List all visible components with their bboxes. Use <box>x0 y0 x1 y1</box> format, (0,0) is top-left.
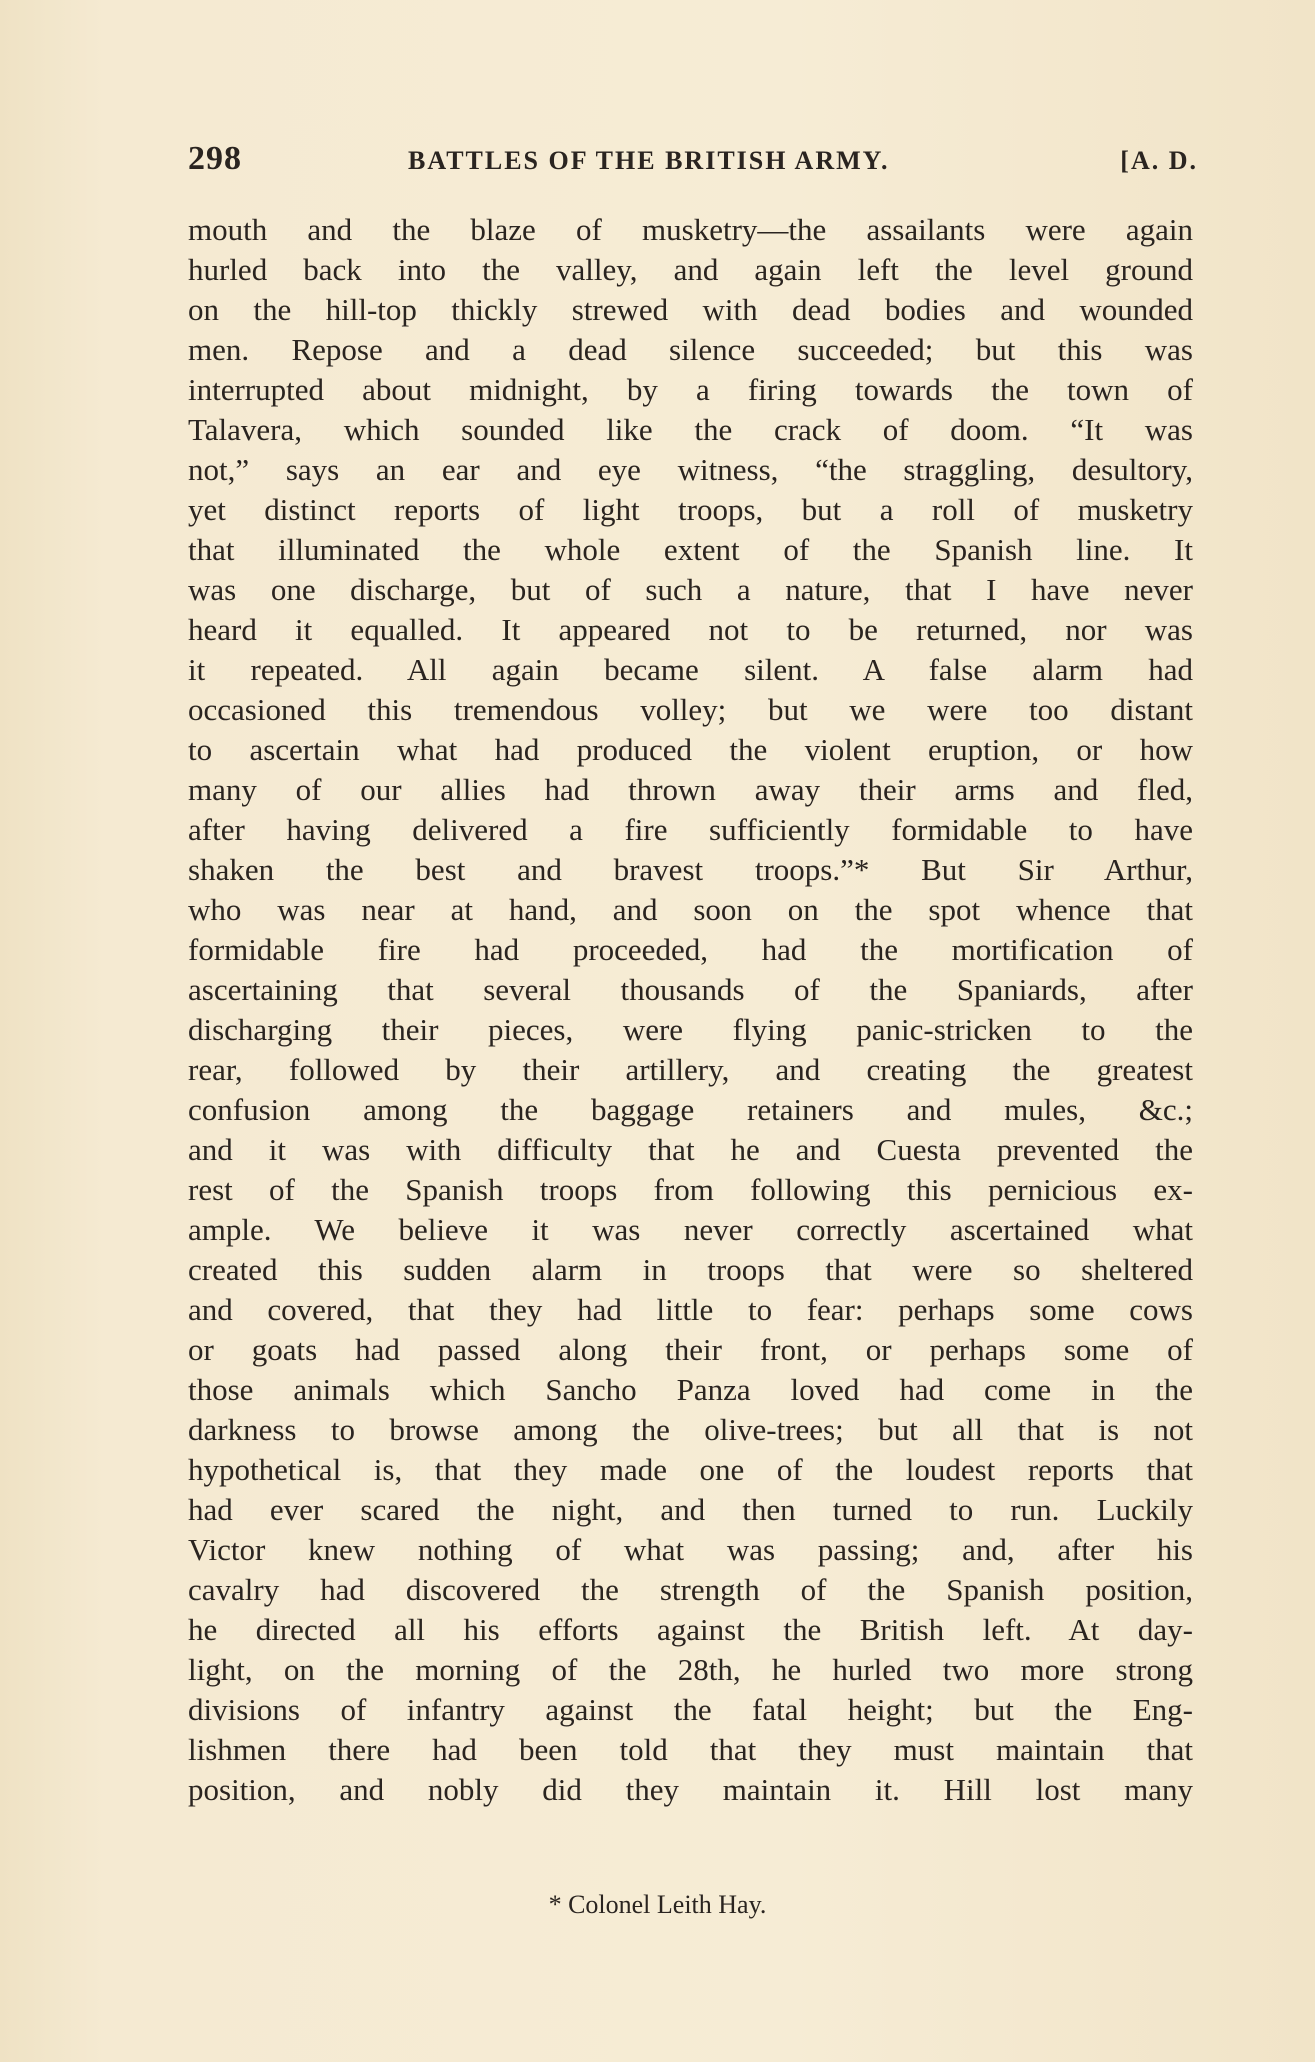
text-line: had ever scared the night, and then turned to run. Luckily <box>188 1492 1193 1527</box>
footnote: * Colonel Leith Hay. <box>548 1890 767 1919</box>
text-line: confusion among the baggage retainers and mules, &c.; <box>188 1092 1193 1127</box>
text-line: heard it equalled. It appeared not to be returned, nor was <box>188 612 1193 647</box>
text-line: on the hill-top thickly strewed with dead bodies and wounded <box>188 292 1193 327</box>
text-line: it repeated. All again became silent. A false alarm had <box>188 652 1193 687</box>
text-line: hurled back into the valley, and again left the level ground <box>188 252 1193 287</box>
text-line: ample. We believe it was never correctly ascertained what <box>188 1212 1193 1247</box>
page-number: 298 <box>188 140 242 177</box>
text-line: and covered, that they had little to fear: perhaps some cows <box>188 1292 1193 1327</box>
text-line: Talavera, which sounded like the crack of doom. “It was <box>188 412 1193 447</box>
text-line: lishmen there had been told that they must maintain that <box>188 1732 1193 1767</box>
text-line: ascertaining that several thousands of the Spaniards, after <box>188 972 1193 1007</box>
text-line: interrupted about midnight, by a firing towards the town of <box>188 372 1193 407</box>
text-line: yet distinct reports of light troops, but a roll of musketry <box>188 492 1193 527</box>
text-line: darkness to browse among the olive-trees; but all that is not <box>188 1412 1193 1447</box>
text-line: rest of the Spanish troops from following this pernicious ex- <box>188 1172 1193 1207</box>
text-line: shaken the best and bravest troops.”* But Sir Arthur, <box>188 852 1193 887</box>
text-line: Victor knew nothing of what was passing; and, after his <box>188 1532 1193 1567</box>
text-line: was one discharge, but of such a nature, that I have never <box>188 572 1193 607</box>
text-line: many of our allies had thrown away their arms and fled, <box>188 772 1193 807</box>
running-head-date: [A. D. <box>1120 146 1198 175</box>
text-line: hypothetical is, that they made one of the loudest reports that <box>188 1452 1193 1487</box>
page-header <box>188 140 1198 184</box>
text-line: rear, followed by their artillery, and creating the greatest <box>188 1052 1193 1087</box>
text-line: cavalry had discovered the strength of the Spanish position, <box>188 1572 1193 1607</box>
text-line: divisions of infantry against the fatal height; but the Eng- <box>188 1692 1193 1727</box>
text-line: who was near at hand, and soon on the spot whence that <box>188 892 1193 927</box>
text-line: created this sudden alarm in troops that were so sheltered <box>188 1252 1193 1287</box>
text-line: occasioned this tremendous volley; but we were too distant <box>188 692 1193 727</box>
text-line: formidable fire had proceeded, had the mortification of <box>188 932 1193 967</box>
text-line: position, and nobly did they maintain it. Hill lost many <box>188 1772 1193 1807</box>
text-line: to ascertain what had produced the violent eruption, or how <box>188 732 1193 767</box>
text-line: light, on the morning of the 28th, he hurled two more strong <box>188 1652 1193 1687</box>
text-line: discharging their pieces, were flying panic-stricken to the <box>188 1012 1193 1047</box>
text-line: he directed all his efforts against the British left. At day- <box>188 1612 1193 1647</box>
body-text <box>188 210 1193 1810</box>
text-line: after having delivered a fire sufficiently formidable to have <box>188 812 1193 847</box>
text-line: mouth and the blaze of musketry—the assailants were again <box>188 212 1193 247</box>
text-line: men. Repose and a dead silence succeeded; but this was <box>188 332 1193 367</box>
text-line: those animals which Sancho Panza loved had come in the <box>188 1372 1193 1407</box>
text-line: not,” says an ear and eye witness, “the straggling, desultory, <box>188 452 1193 487</box>
text-line: or goats had passed along their front, or perhaps some of <box>188 1332 1193 1367</box>
text-line: and it was with difficulty that he and Cuesta prevented the <box>188 1132 1193 1167</box>
running-head: BATTLES OF THE BRITISH ARMY. <box>408 146 890 175</box>
text-line: that illuminated the whole extent of the Spanish line. It <box>188 532 1193 567</box>
